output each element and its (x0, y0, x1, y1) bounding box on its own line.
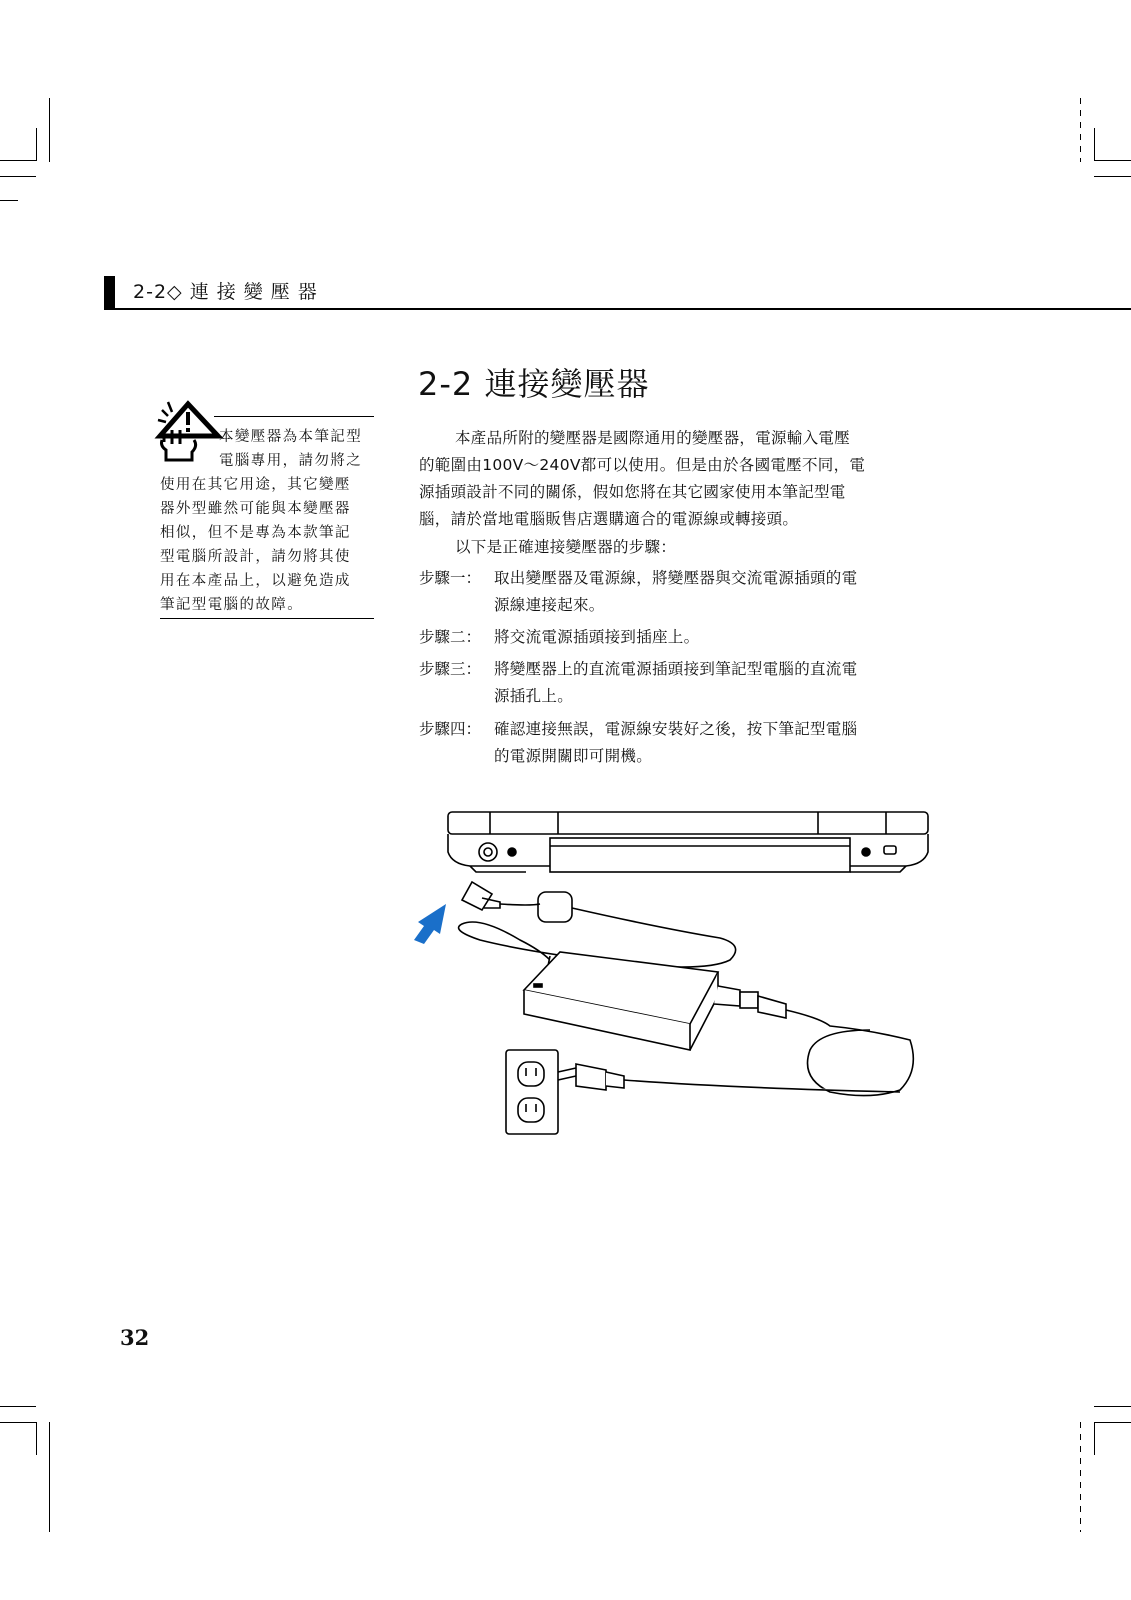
step-line: 將變壓器上的直流電源插頭接到筆記型電腦的直流電 (494, 660, 858, 678)
note-line: 電腦專用，請勿將之 (219, 453, 363, 469)
crop-mark (1080, 1422, 1081, 1532)
note-line: 使用在其它用途，其它變壓 (160, 477, 351, 493)
note-line: 型電腦所設計，請勿將其使 (160, 549, 351, 565)
step-line: 確認連接無誤，電源線安裝好之後，按下筆記型電腦 (494, 720, 858, 738)
wall-outlet-icon (506, 1050, 558, 1134)
step-line: 源插孔上。 (494, 687, 574, 705)
note-line: 筆記型電腦的故障。 (160, 597, 304, 613)
note-bottom-rule (160, 618, 374, 619)
crop-mark (0, 1406, 36, 1407)
note-line: 相似，但不是專為本款筆記 (160, 525, 351, 541)
intro-line: 腦，請於當地電腦販售店選購適合的電源線或轉接頭。 (419, 510, 799, 528)
page-title: 2-2 連接變壓器 (418, 365, 650, 403)
crop-mark (1080, 98, 1081, 162)
warning-hand-icon (158, 400, 216, 462)
crop-mark (0, 160, 36, 161)
step-label: 步驟三： (419, 660, 482, 678)
step-line: 取出變壓器及電源線，將變壓器與交流電源插頭的電 (494, 569, 858, 587)
crop-mark (36, 128, 37, 161)
step-body (494, 565, 944, 619)
step-body (494, 716, 944, 770)
crop-mark (1094, 1422, 1131, 1423)
crop-mark (0, 200, 18, 201)
header-bar (104, 276, 115, 310)
up-arrow-icon (414, 904, 446, 944)
note-line: 本變壓器為本筆記型 (219, 429, 363, 445)
step-label: 步驟四： (419, 720, 482, 738)
header-label: 連接變壓器 (189, 281, 325, 303)
crop-mark (49, 1422, 50, 1532)
crop-mark (1094, 176, 1131, 177)
step-line: 源線連接起來。 (494, 596, 605, 614)
running-header (133, 277, 325, 307)
page-number: 32 (120, 1325, 150, 1350)
step-label: 步驟一： (419, 569, 482, 587)
diamond-icon: ◇ (167, 281, 183, 303)
crop-mark (49, 98, 50, 162)
laptop-rear-icon (448, 812, 928, 872)
intro-line: 源插頭設計不同的關係，假如您將在其它國家使用本筆記型電 (419, 483, 846, 501)
intro-paragraph (419, 425, 939, 533)
note-line: 用在本產品上，以避免造成 (160, 573, 351, 589)
crop-mark (0, 176, 36, 177)
steps-intro: 以下是正確連接變壓器的步驟： (455, 538, 677, 556)
step-line: 的電源開關即可開機。 (494, 747, 653, 765)
intro-line: 的範圍由100V～240V都可以使用。但是由於各國電壓不同，電 (419, 456, 866, 474)
header-section: 2-2 (133, 281, 168, 303)
step-label: 步驟二： (419, 628, 482, 646)
crop-mark (1094, 1406, 1131, 1407)
step-line: 將交流電源插頭接到插座上。 (494, 628, 700, 646)
crop-mark (0, 1422, 36, 1423)
step-body (494, 656, 944, 710)
crop-mark (1094, 1422, 1095, 1455)
adapter-illustration (400, 800, 960, 1160)
crop-mark (1094, 160, 1131, 161)
note-top-rule (214, 416, 374, 417)
crop-mark (36, 1422, 37, 1455)
intro-line: 本產品所附的變壓器是國際通用的變壓器，電源輸入電壓 (455, 429, 851, 447)
step-body (494, 624, 944, 651)
note-line: 器外型雖然可能與本變壓器 (160, 501, 351, 517)
header-rule (104, 308, 1131, 310)
crop-mark (1094, 128, 1095, 161)
dc-plug-icon (459, 882, 736, 967)
